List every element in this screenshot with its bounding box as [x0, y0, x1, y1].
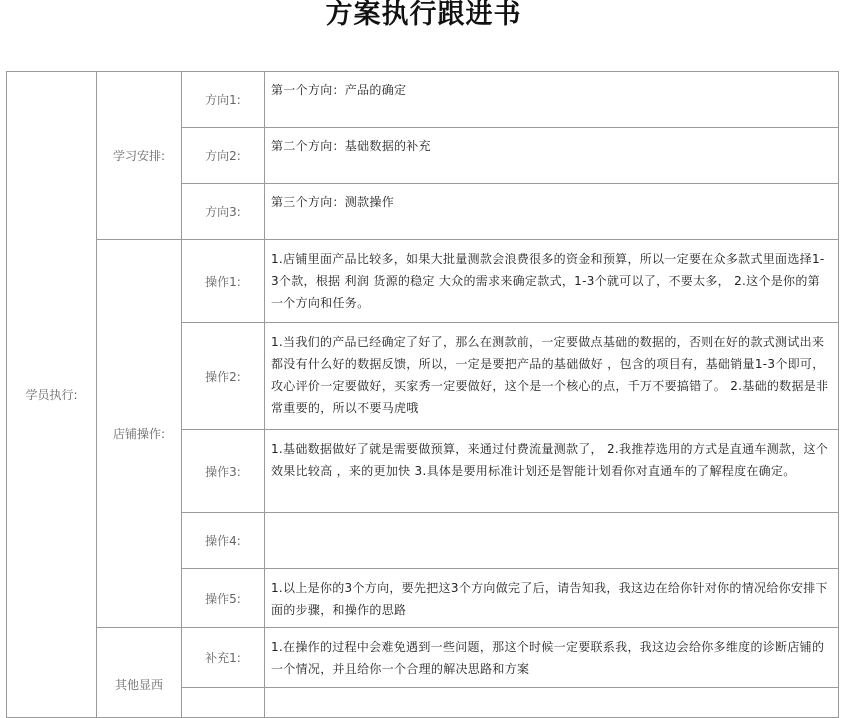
other-section-label: 其他显西	[114, 678, 163, 692]
study-arrangement-label: 学习安排:	[112, 149, 166, 163]
row-label: 补充1:	[182, 628, 265, 688]
row-content: 第三个方向：测款操作	[265, 184, 839, 240]
row-label: 方向2:	[182, 128, 265, 184]
row-content: 1.以上是你的3个方向，要先把这3个方向做完了后，请告知我，我这边在给你针对你的情况给你安排下面的步骤，和操作的思路	[265, 569, 839, 628]
row-content: 第一个方向：产品的确定	[265, 72, 839, 128]
row-label	[182, 688, 265, 718]
row-label: 操作1:	[182, 240, 265, 323]
row-label: 操作5:	[182, 569, 265, 628]
row-content: 1.基础数据做好了就是需要做预算，来通过付费流量测款了， 2.我推荐选用的方式是直通车测款，这个效果比较高 ，来的更加快 3.具体是要用标准计划还是智能计划看你对直通车的了解程度在确定。	[265, 430, 839, 513]
row-content: 1.当我们的产品已经确定了好了，那么在测款前，一定要做点基础的数据的，否则在好的款式测试出来都没有什么好的数据反馈，所以，一定是要把产品的基础做好 ，包含的项目有，基础销量1-3个即可，攻心评价一定要做好，买家秀一定要做好，这个是一个核心的点，千万不要搞错了。 2.基础的数据是非常重要的，所以不要马虎哦	[265, 323, 839, 430]
other-section-cell	[97, 628, 182, 718]
row-label: 操作3:	[182, 430, 265, 513]
row-label: 操作2:	[182, 323, 265, 430]
store-operation-cell	[97, 240, 182, 628]
row-content: 1.店铺里面产品比较多，如果大批量测款会浪费很多的资金和预算，所以一定要在众多款式里面选择1-3个款，根据 利润 货源的稳定 大众的需求来确定款式，1-3个就可以了，不要太多， 2.这个是你的第一个方向和任务。	[265, 240, 839, 323]
student-execution-label: 学员执行:	[25, 388, 78, 402]
row-content: 第二个方向：基础数据的补充	[265, 128, 839, 184]
row-content	[265, 688, 839, 718]
row-content: 1.在操作的过程中会难免遇到一些问题，那这个时候一定要联系我，我这边会给你多维度的诊断店铺的一个情况，并且给你一个合理的解决思路和方案	[265, 628, 839, 688]
page-title: 方案执行跟进书	[325, 0, 522, 30]
row-label: 操作4:	[182, 513, 265, 569]
student-execution-cell	[7, 72, 97, 718]
study-arrangement-cell	[97, 72, 182, 240]
execution-table	[6, 71, 839, 718]
store-operation-label: 店铺操作:	[112, 427, 166, 441]
row-label: 方向1:	[182, 72, 265, 128]
row-label: 方向3:	[182, 184, 265, 240]
row-content	[265, 513, 839, 569]
